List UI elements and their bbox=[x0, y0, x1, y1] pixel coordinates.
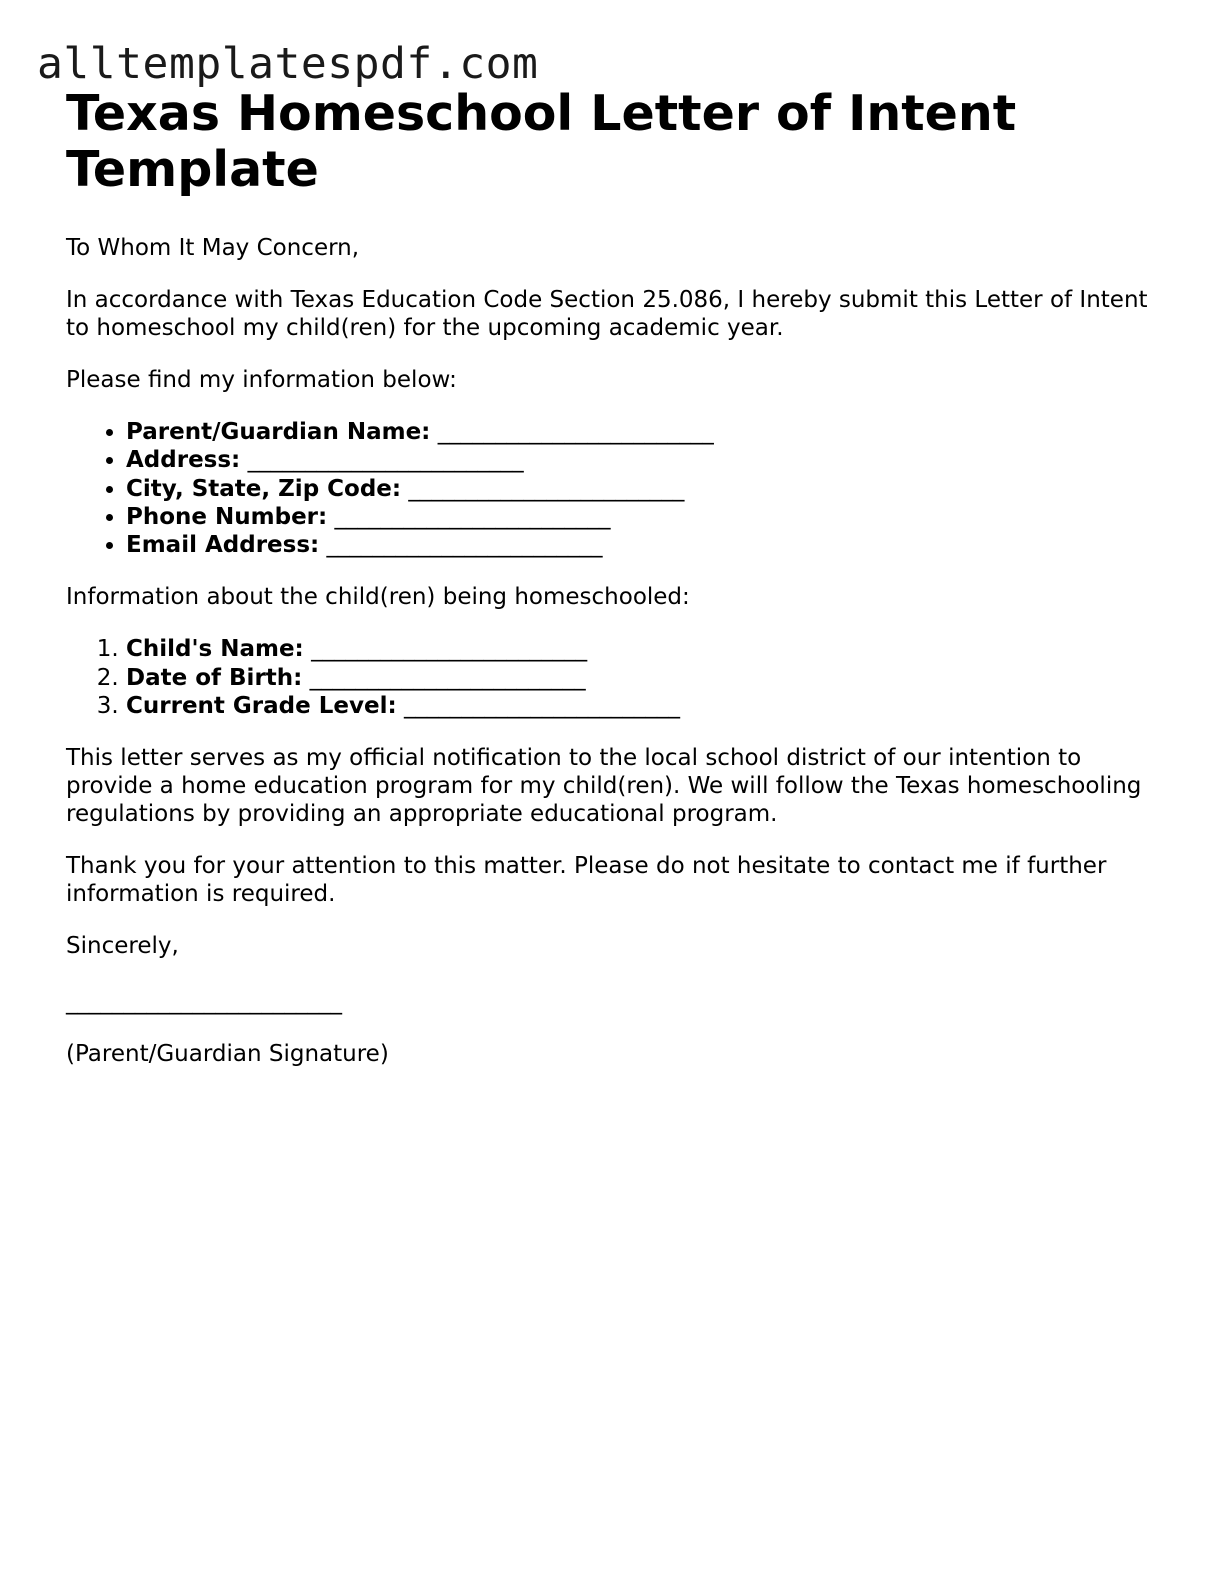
list-item bbox=[126, 531, 1166, 559]
field-label: Child's Name: bbox=[126, 636, 304, 663]
field-blank: ________________________ bbox=[247, 447, 524, 474]
parent-info-list bbox=[66, 418, 1166, 559]
field-blank: ________________________ bbox=[309, 664, 586, 691]
signature-line: ________________________ bbox=[66, 989, 342, 1016]
list-item bbox=[126, 503, 1166, 531]
thanks-paragraph: Thank you for your attention to this matter. Please do not hesitate to contact me if further information is required. bbox=[66, 853, 1107, 908]
greeting: To Whom It May Concern, bbox=[66, 235, 360, 261]
list-item bbox=[126, 446, 1166, 474]
list-item bbox=[126, 664, 1166, 692]
page-title: Texas Homeschool Letter of Intent Template bbox=[66, 85, 1017, 198]
list-item bbox=[126, 418, 1166, 446]
field-label: Address: bbox=[126, 447, 241, 474]
child-info-list bbox=[66, 635, 1166, 720]
field-blank: ________________________ bbox=[403, 693, 680, 720]
info-prompt: Please find my information below: bbox=[66, 367, 457, 393]
field-label: Phone Number: bbox=[126, 503, 328, 530]
list-item bbox=[126, 635, 1166, 663]
field-label: Parent/Guardian Name: bbox=[126, 419, 431, 445]
field-blank: ________________________ bbox=[408, 475, 685, 502]
notice-paragraph: This letter serves as my official notification to the local school district of our intention to provide a home education program for my child(ren). We will follow the Texas homeschooling regulations by providing an appropriate educational program. bbox=[66, 745, 1142, 828]
list-item bbox=[126, 692, 1166, 720]
list-item bbox=[126, 475, 1166, 503]
watermark: alltemplatespdf.com bbox=[37, 39, 539, 89]
field-label: City, State, Zip Code: bbox=[126, 475, 402, 502]
children-prompt: Information about the child(ren) being homeschooled: bbox=[66, 584, 690, 611]
closing: Sincerely, bbox=[66, 933, 179, 960]
field-blank: ________________________ bbox=[437, 419, 714, 445]
field-label: Date of Birth: bbox=[126, 664, 303, 691]
field-label: Email Address: bbox=[126, 532, 320, 559]
signature-label: (Parent/Guardian Signature) bbox=[66, 1041, 389, 1068]
field-label: Current Grade Level: bbox=[126, 693, 397, 720]
field-blank: ________________________ bbox=[326, 532, 603, 559]
intro-paragraph: In accordance with Texas Education Code Section 25.086, I hereby submit this Letter of Intent to homeschool my child(ren) for the upcoming academic year. bbox=[66, 287, 1148, 341]
field-blank: ________________________ bbox=[311, 636, 588, 663]
letter-document bbox=[66, 86, 1166, 1068]
field-blank: ________________________ bbox=[334, 503, 611, 530]
